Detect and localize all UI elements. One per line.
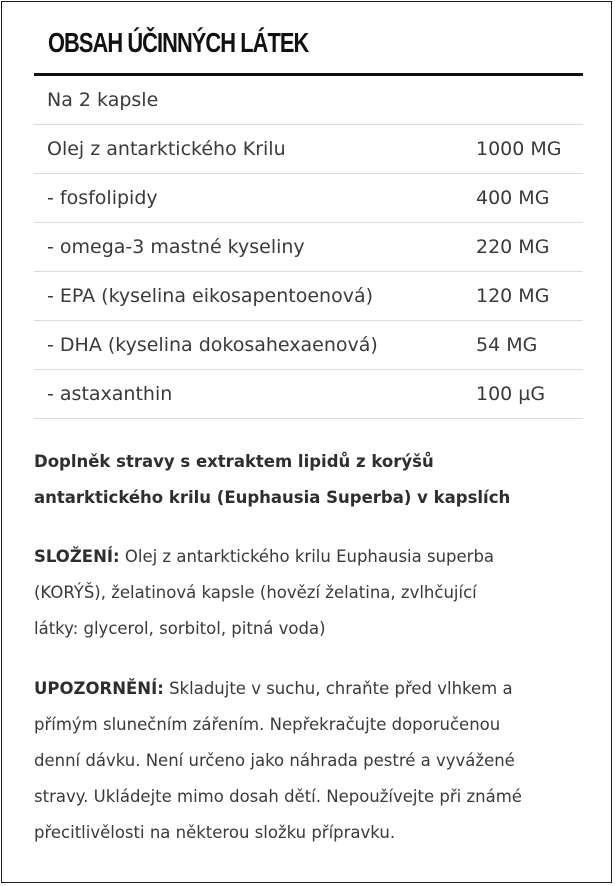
warning-paragraph: [34, 671, 589, 851]
table-row: [34, 272, 583, 321]
ingredient-name: - DHA (kyselina dokosahexaenová): [47, 334, 378, 356]
table-row: [34, 370, 583, 419]
table-row: [34, 174, 583, 223]
table-row: [34, 321, 583, 370]
table-row: [34, 223, 583, 272]
ingredient-amount: 1000 MG: [476, 138, 562, 160]
ingredient-name: - EPA (kyselina eikosapentoenová): [47, 285, 374, 307]
warning-line: [34, 671, 589, 707]
ingredient-amount: 54 MG: [476, 334, 538, 356]
ingredient-amount: 220 MG: [476, 236, 550, 258]
composition-paragraph: [34, 539, 589, 647]
warning-line: přecitlivělosti na některou složku přípravku.: [34, 823, 396, 842]
ingredient-name: - omega-3 mastné kyseliny: [47, 236, 305, 258]
product-description: [34, 444, 589, 516]
table-header-row: [34, 76, 583, 125]
ingredient-amount: 120 MG: [476, 285, 550, 307]
composition-label: SLOŽENÍ:: [34, 547, 120, 566]
composition-line: (KORÝŠ), želatinová kapsle (hovězí želatina, zvlhčující: [34, 583, 477, 602]
description-line: antarktického krilu (Euphausia Superba) v kapslích: [34, 488, 511, 507]
ingredient-name: - astaxanthin: [47, 383, 173, 405]
dose-label: Na 2 kapsle: [47, 89, 159, 111]
composition-text: Olej z antarktického krilu Euphausia superba: [119, 547, 495, 566]
table-row: [34, 125, 583, 174]
ingredients-table: [34, 76, 583, 419]
warning-label: UPOZORNĚNÍ:: [34, 679, 164, 698]
warning-text: Skladujte v suchu, chraňte před vlhkem a: [163, 679, 513, 698]
ingredient-amount: 400 MG: [476, 187, 550, 209]
composition-line: látky: glycerol, sorbitol, pitná voda): [34, 619, 326, 638]
warning-line: přímým slunečním zářením. Nepřekračujte doporučenou: [34, 715, 501, 734]
section-title: OBSAH ÚČINNÝCH LÁTEK: [48, 27, 309, 58]
warning-line: stravy. Ukládejte mimo dosah dětí. Nepoužívejte při známé: [34, 787, 522, 806]
description-line: Doplněk stravy s extraktem lipidů z korýšů: [34, 452, 434, 471]
ingredient-amount: 100 µG: [476, 383, 546, 405]
warning-line: denní dávku. Není určeno jako náhrada pestré a vyvážené: [34, 751, 515, 770]
ingredient-name: Olej z antarktického Krilu: [47, 138, 286, 160]
composition-line: [34, 539, 589, 575]
ingredient-name: - fosfolipidy: [47, 187, 158, 209]
